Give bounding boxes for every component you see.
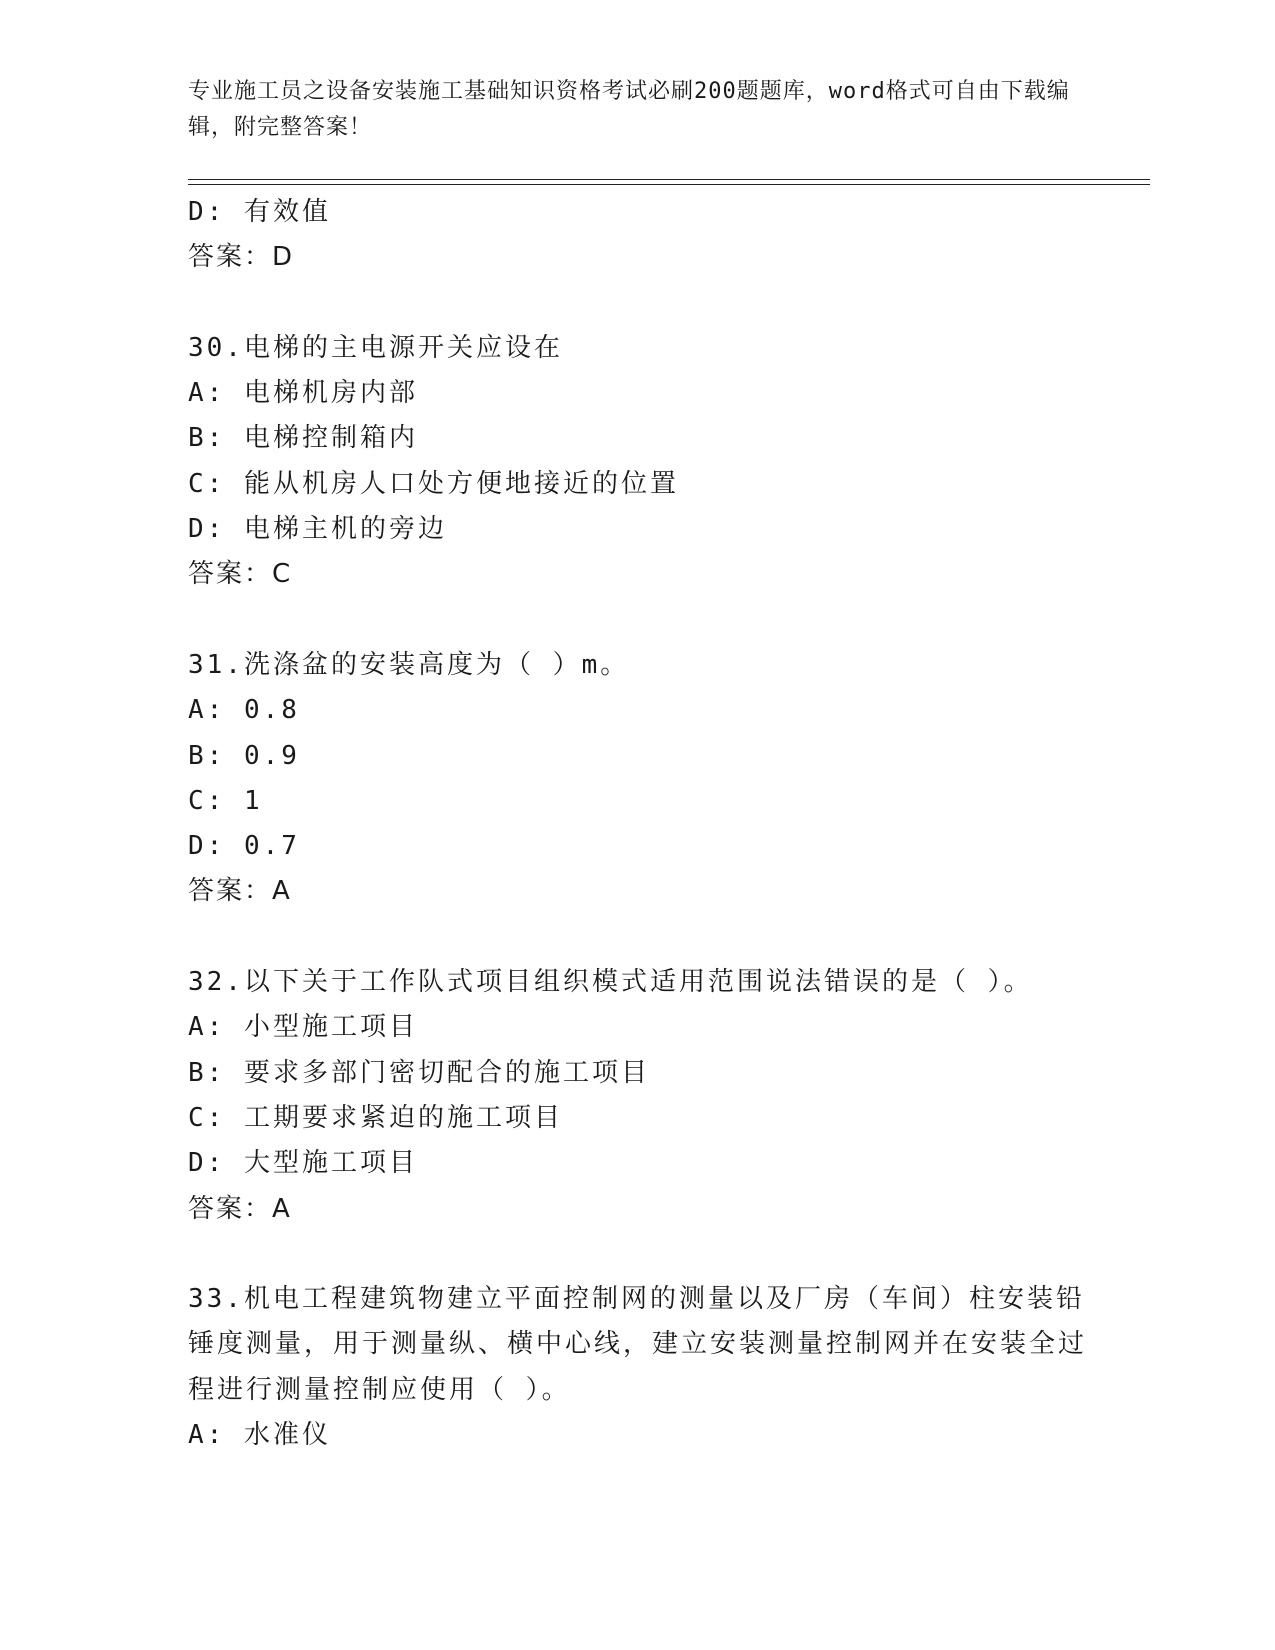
question-31-option-a: A: 0.8: [188, 695, 300, 726]
header-rule-bottom: [188, 184, 1150, 185]
question-32-stem: 32.以下关于工作队式项目组织模式适用范围说法错误的是（ ）。: [188, 967, 1033, 998]
document-header: 专业施工员之设备安装施工基础知识资格考试必刷200题题库，word格式可自由下载编辑，附完整答案！: [188, 79, 1070, 140]
previous-answer: 答案：D: [188, 242, 295, 273]
question-30-option-b: B: 电梯控制箱内: [188, 423, 418, 454]
question-30-option-c: C: 能从机房人口处方便地接近的位置: [188, 468, 679, 499]
question-30-stem: 30.电梯的主电源开关应设在: [188, 332, 563, 363]
question-31-option-c: C: 1: [188, 785, 263, 816]
question-32-answer: 答案：A: [188, 1193, 292, 1224]
question-32-option-c: C: 工期要求紧迫的施工项目: [188, 1102, 563, 1133]
question-32-option-a: A: 小型施工项目: [188, 1012, 418, 1043]
question-30-option-a: A: 电梯机房内部: [188, 378, 418, 409]
spacer: [188, 1232, 1088, 1277]
question-31-answer: 答案：A: [188, 876, 292, 907]
spacer: [188, 598, 1088, 643]
question-32-option-b: B: 要求多部门密切配合的施工项目: [188, 1057, 650, 1088]
question-30-option-d: D: 电梯主机的旁边: [188, 514, 447, 545]
question-33-option-a: A: 水准仪: [188, 1420, 331, 1451]
question-31-stem: 31.洗涤盆的安装高度为（ ）m。: [188, 649, 630, 680]
header-rule-top: [188, 179, 1150, 180]
spacer: [188, 281, 1088, 326]
spacer: [188, 915, 1088, 960]
question-30-answer: 答案：C: [188, 559, 293, 590]
question-31-option-b: B: 0.9: [188, 740, 300, 771]
question-content: [188, 190, 1088, 1458]
question-33-stem: 33.机电工程建筑物建立平面控制网的测量以及厂房（车间）柱安装铅锤度测量，用于测量纵、横中心线，建立安装测量控制网并在安装全过程进行测量控制应使用（ ）。: [188, 1284, 1088, 1405]
previous-option-d: D: 有效值: [188, 197, 331, 227]
question-31-option-d: D: 0.7: [188, 831, 300, 862]
question-32-option-d: D: 大型施工项目: [188, 1148, 418, 1179]
